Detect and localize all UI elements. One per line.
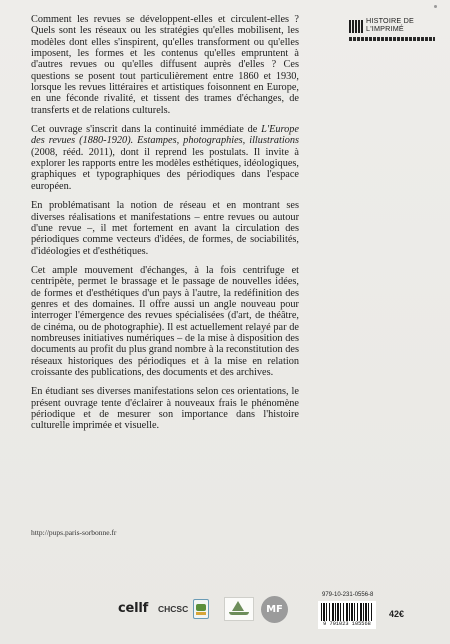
blurb-paragraph-2-rest: (2008, rééd. 2011), dont il reprend les postulats. Il invite à explorer les rapports entre les modèles esthétiques, idéologiques, graphiques et typographiques des périodiques dans l'espace européen.: [31, 146, 299, 192]
series-logo-line1: HISTOIRE DE: [366, 16, 414, 25]
series-logo-line2: L'IMPRIMÉ: [366, 23, 404, 33]
blurb-paragraph-2: [31, 124, 299, 192]
barcode-digits: 9 791023 105568: [323, 621, 371, 627]
blurb-paragraph-5: En étudiant ses diverses manifestations selon ces orientations, le présent ouvrage tente d'éclairer à nouveaux frais le phénomène périodique et de mesurer son importance dans l'histoire culturelle imprimée et visuelle.: [31, 386, 299, 432]
price: 42€: [389, 609, 405, 619]
ship-emblem-icon: [224, 597, 254, 621]
series-logo-stripe: [349, 37, 435, 41]
series-logo: [349, 17, 435, 49]
blurb-paragraph-2-intro: Cet ouvrage s'inscrit dans la continuité immédiate de: [31, 124, 262, 136]
barcode-bars-icon: [321, 603, 373, 621]
blurb-text: [31, 14, 299, 432]
university-badge-icon: [193, 599, 209, 619]
cited-book-title: L'Europe des revues (1880-1920). Estampes, photographies, illustrations: [31, 124, 299, 147]
series-logo-bars-icon: [349, 20, 363, 33]
mf-logo: MF: [261, 596, 288, 623]
corner-mark: [434, 5, 437, 8]
cellf-logo: cellf: [118, 601, 149, 616]
publisher-url[interactable]: http://pups.paris-sorbonne.fr: [31, 528, 117, 537]
blurb-paragraph-4: Cet ample mouvement d'échanges, à la fois centrifuge et centripète, permet le brassage et le passage de nouvelles idées, de formes et d'esthétiques d'un pays à l'autre, la redéfinition des genres et des domaines. Il offre aussi un angle nouveau pour interroger l'émergence des revues spécialisées (d'art, de théâtre, de cinéma, ou de photographie). Il est actuellement relayé par de nombreuses initiatives numériques – de la mise à disposition des documents au profit du plus grand nombre à la reconstitution des réseaux historiques des périodiques et à la mise en relation croissante des publications, des documents et des archives.: [31, 264, 299, 378]
isbn: 979-10-231-0556-8: [322, 592, 374, 598]
barcode: [318, 601, 376, 629]
chcsc-logo: CHCSC: [158, 604, 189, 614]
blurb-paragraph-1: Comment les revues se développent-elles et circulent-elles ? Quels sont les réseaux ou les stratégies qu'elles mobilisent, les modèles dont elles s'inspirent, qu'elles transforment ou qu'elles imposent, les formes et les contenus qu'elles empruntent à d'autres revues ou qu'elles diffusent auprès d'elles ? Ces questions se posent tout particulièrement entre 1860 et 1930, lorsque les revues littéraires et artistiques foisonnent en Europe, en une féconde rivalité, et tissent des trames d'échanges, de transferts et de relations culturels.: [31, 14, 299, 116]
blurb-paragraph-3: En problématisant la notion de réseau et en montrant ses diverses réalisations et manifestations – entre revues ou autour d'une revue –, il met fortement en avant la circulation des périodiques comme vecteurs d'idées, de formes, de sociabilités, d'idéologies et d'esthétiques.: [31, 200, 299, 257]
partner-logos: [0, 590, 450, 640]
